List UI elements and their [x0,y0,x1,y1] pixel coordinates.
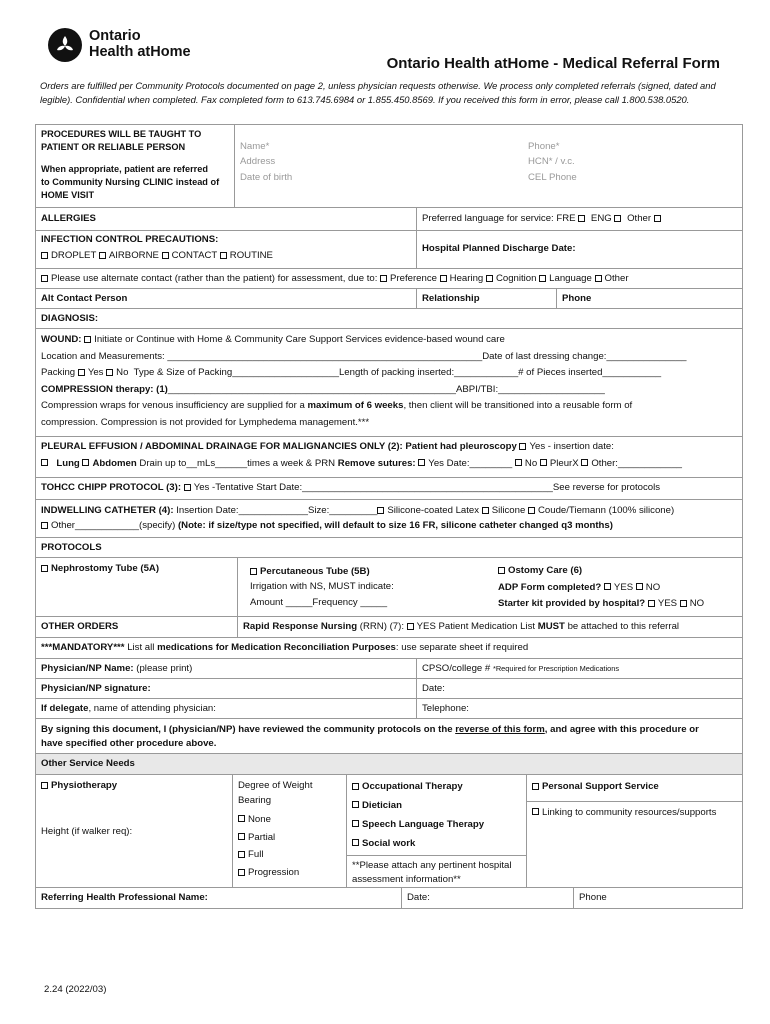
pleurx-checkbox[interactable] [540,459,547,466]
starter-no-label: NO [689,598,705,609]
mandatory-row [36,638,742,659]
rrn-yes-text: YES Patient Medication List [416,621,536,632]
address-field[interactable]: Address [240,156,276,168]
lang-other-label: Other [627,213,652,224]
mandatory-label: ***MANDATORY*** [41,642,125,653]
referring-date-label: Date: [402,888,574,908]
coude-label: Coude/Tiemann (100% silicone) [538,505,675,516]
cpso-label: CPSO/college # [422,663,491,674]
social-work-checkbox[interactable] [352,839,359,846]
droplet-label: DROPLET [51,250,97,262]
alt-contact-row [36,269,742,289]
delegate-rest: , name of attending physician: [88,703,216,714]
patient-row [36,125,742,208]
mandatory-post: : use separate sheet if required [395,642,529,653]
hearing-checkbox[interactable] [440,275,447,282]
logo-line1: Ontario [89,28,141,45]
packing-label: Packing [41,367,76,378]
statement-row [36,719,742,754]
alt-phone-label: Phone [562,293,592,304]
catheter-insertion: Insertion Date:_____________Size:_________ [176,505,378,516]
hearing-label: Hearing [449,273,484,284]
intro-text: Orders are fulfilled per Community Protocols documented on page 2, unless physician requests otherwise. We process only completed referrals (signed, dated and legible). Confidential when completed. Fax completed form to 613.745.6984 or 1.855.450.8569. If you received this form in error, please call 1.800.538.0520. [40,80,716,105]
pleural-other-checkbox[interactable] [581,459,588,466]
clinic-line2: to Community Nursing CLINIC instead of [41,177,220,188]
wraps-line2: compression. Compression is not provided for Lymphedema management.*** [41,416,370,428]
cognition-checkbox[interactable] [486,275,493,282]
silicone-coated-checkbox[interactable] [377,507,384,514]
lang-eng-label: ENG [590,213,612,224]
tohcc-row [36,478,742,500]
sutures-label: Remove sutures: [337,457,416,469]
full-label: Full [248,849,264,861]
other-reason-checkbox[interactable] [595,275,602,282]
form-version: 2.24 (2022/03) [44,984,107,995]
wound-care-checkbox[interactable] [84,336,91,343]
rrn-attached: be attached to this referral [567,621,680,632]
silicone-label: Silicone [491,505,526,516]
preference-checkbox[interactable] [380,275,387,282]
statement-post: , and agree with this procedure or [544,724,699,735]
sutures-no-label: No [524,457,538,469]
irrigation-text: Irrigation with NS, MUST indicate: [250,581,394,593]
ontario-logo [48,28,191,62]
coude-checkbox[interactable] [528,507,535,514]
physio-label: Physiotherapy [51,780,118,791]
delegate-row [36,699,742,719]
dob-field[interactable]: Date of birth [240,171,293,183]
mandatory-mid: List all [127,642,155,653]
wraps-text-pre: Compression wraps for venous insufficiency are supplied for a [41,400,305,411]
airborne-checkbox[interactable] [99,252,106,259]
wound-row [36,329,742,437]
routine-label: ROUTINE [229,250,273,262]
social-work-label: Social work [362,837,416,849]
adp-label: ADP Form completed? [498,581,602,593]
diagnosis-row [36,309,742,329]
contact-checkbox[interactable] [162,252,169,259]
attach-note: **Please attach any pertinent hospital assessment information** [347,855,526,886]
adp-no-label: NO [645,581,661,593]
language-cell [417,208,742,230]
statement-pre: By signing this document, I (physician/NP) have reviewed the community protocols on the [41,724,453,735]
weight-bearing-label: Degree of Weight Bearing [238,780,313,806]
procedures-line2: PATIENT OR RELIABLE PERSON [41,142,186,153]
droplet-checkbox[interactable] [41,252,48,259]
silicone-coated-label: Silicone-coated Latex [387,505,480,516]
physician-name-label: Physician/NP Name: [41,663,134,674]
language-reason-label: Language [549,273,592,284]
starter-yes-label: YES [657,598,678,609]
cognition-label: Cognition [495,273,537,284]
cpso-note: *Required for Prescription Medications [492,664,620,673]
psw-label: Personal Support Service [542,781,659,792]
silicone-checkbox[interactable] [482,507,489,514]
infection-label: INFECTION CONTROL PRECAUTIONS: [41,234,219,245]
signature-label: Physician/NP signature: [36,679,417,698]
none-label: None [248,813,271,825]
partial-label: Partial [248,831,276,843]
wound-initiate-text: Initiate or Continue with Home & Community Care Support Services evidence-based wound care [94,334,505,345]
preference-label: Preference [390,273,437,284]
adp-yes-checkbox[interactable] [604,583,611,590]
ostomy-label: Ostomy Care (6) [508,565,583,576]
lang-fre-label: FRE [556,213,576,224]
wraps-text-post: , then client will be transitioned into a reusable form of [403,400,633,411]
pleural-label: PLEURAL EFFUSION / ABDOMINAL DRAINAGE FOR MALIGNANCIES ONLY (2): Patient had pleuroscopy [41,441,517,452]
full-checkbox[interactable] [238,851,245,858]
protocols-header-row [36,538,742,558]
routine-checkbox[interactable] [220,252,227,259]
nephrostomy-label: Nephrostomy Tube (5A) [51,563,160,574]
none-checkbox[interactable] [238,815,245,822]
tohcc-text: Yes -Tentative Start Date:_______________________________________________See reverse for protocols [193,482,661,493]
rapid-response-label: Rapid Response Nursing [243,621,358,632]
alt-contact-checkbox[interactable] [41,275,48,282]
packing-no-label: No [116,367,129,378]
cel-phone-field[interactable]: CEL Phone [528,171,577,183]
sutures-yes-date: Yes Date:________ [428,457,513,469]
protocols-label: PROTOCOLS [41,542,102,553]
pleural-other-label: Other:____________ [591,457,682,469]
other-service-row [36,775,742,888]
compression-rest-text: ______________________________________________________ABPI/TBI:____________________ [167,383,605,395]
sutures-no-checkbox[interactable] [515,459,522,466]
pleuroscopy-yes-label: Yes - insertion date: [529,441,614,452]
percutaneous-label: Percutaneous Tube (5B) [260,566,370,577]
wraps-text-bold: maximum of 6 weeks [307,400,404,411]
alt-contact-text: Please use alternate contact (rather than the patient) for assessment, due to: [51,273,378,284]
nephrostomy-checkbox[interactable] [41,565,48,572]
linking-label: Linking to community resources/supports [542,806,717,818]
starter-label: Starter kit provided by hospital? [498,598,646,609]
language-label: Preferred language for service: [422,213,554,224]
ostomy-checkbox[interactable] [498,567,505,574]
packing-yes-checkbox[interactable] [78,369,85,376]
fre-checkbox[interactable] [578,215,585,222]
psw-checkbox[interactable] [532,783,539,790]
packing-no-checkbox[interactable] [106,369,113,376]
eng-checkbox[interactable] [614,215,621,222]
contact-label: CONTACT [171,250,218,262]
slt-checkbox[interactable] [352,820,359,827]
ot-label: Occupational Therapy [362,781,463,792]
adp-yes-label: YES [613,581,634,593]
dietician-checkbox[interactable] [352,801,359,808]
other-service-header-row [36,754,742,775]
drain-text: Drain up to__mLs______times a week & PRN [139,457,336,469]
compression-label: COMPRESSION therapy: (1) [41,383,168,395]
partial-checkbox[interactable] [238,833,245,840]
physician-name-hint: (please print) [136,663,193,674]
clinic-line3: HOME VISIT [41,190,95,201]
starter-yes-checkbox[interactable] [648,600,655,607]
referral-form [35,124,743,909]
adp-no-checkbox[interactable] [636,583,643,590]
form-title: Ontario Health atHome - Medical Referral Form [386,55,720,72]
physio-checkbox[interactable] [41,782,48,789]
referring-phone-label: Phone [579,892,607,903]
tohcc-yes-checkbox[interactable] [184,484,191,491]
other-lang-checkbox[interactable] [654,215,661,222]
rrn-label: (RRN) (7): [359,621,404,632]
hcn-field[interactable]: HCN* / v.c. [528,156,575,168]
diagnosis-label: DIAGNOSIS: [41,313,99,324]
other-orders-row [36,617,742,638]
clinic-line1: When appropriate, patient are referred [41,163,208,174]
pleurx-label: PleurX [549,457,579,469]
progression-checkbox[interactable] [238,869,245,876]
wound-label: WOUND: [41,334,82,345]
phone-field[interactable]: Phone* [528,141,560,152]
sutures-yes-checkbox[interactable] [418,459,425,466]
catheter-row [36,500,742,538]
location-line: Location and Measurements: ___________________________________________________________Date of last dressing change:_______________ [41,350,687,362]
height-label: Height (if walker req): [41,826,133,837]
dietician-label: Dietician [362,799,402,811]
other-orders-label: OTHER ORDERS [36,617,238,637]
pleural-row [36,437,742,478]
lung-checkbox[interactable] [41,459,48,466]
alt-person-row [36,289,742,309]
pleuroscopy-yes-checkbox[interactable] [519,443,526,450]
progression-label: Progression [248,867,300,879]
rrn-must: MUST [537,621,565,632]
slt-label: Speech Language Therapy [362,818,485,830]
abdomen-label: Abdomen [92,457,137,469]
referring-row [36,888,742,908]
relationship-label: Relationship [417,289,557,308]
infection-row [36,231,742,269]
lung-label: Lung [56,457,80,469]
amount-frequency-text: Amount _____Frequency _____ [250,596,388,608]
telephone-label: Telephone: [422,703,469,714]
language-checkbox[interactable] [539,275,546,282]
allergies-label: ALLERGIES [36,208,417,230]
referring-name-label: Referring Health Professional Name: [36,888,402,908]
catheter-other-label: Other____________(specify) [51,520,176,532]
starter-no-checkbox[interactable] [680,600,687,607]
signature-date-label: Date: [422,683,445,694]
name-field[interactable]: Name* [240,141,270,152]
trillium-icon [48,28,82,62]
catheter-other-checkbox[interactable] [41,522,48,529]
physician-name-row [36,659,742,679]
statement-line2: have specified other procedure above. [41,738,217,750]
catheter-label: INDWELLING CATHETER (4): [41,505,174,516]
other-reason-label: Other [604,273,629,284]
other-service-label: Other Service Needs [41,758,135,769]
procedures-line1: PROCEDURES WILL BE TAUGHT TO [41,129,202,139]
ot-checkbox[interactable] [352,783,359,790]
protocols-row [36,558,742,617]
physician-signature-row [36,679,742,699]
discharge-label: Hospital Planned Discharge Date: [422,243,576,254]
airborne-label: AIRBORNE [108,250,159,262]
reverse-of-form-link[interactable]: reverse of this form [455,724,545,735]
allergies-row [36,208,742,231]
logo-line2: Health atHome [89,44,191,60]
packing-rest-text: Type & Size of Packing____________________Length of packing inserted:____________# of Pieces inserted___________ [133,367,662,378]
abdomen-checkbox[interactable] [82,459,89,466]
percutaneous-checkbox[interactable] [250,568,257,575]
catheter-note: (Note: if size/type not specified, will default to size 16 FR, silicone catheter changed q3 months) [177,520,613,532]
alt-person-label: Alt Contact Person [36,289,417,308]
rrn-yes-checkbox[interactable] [407,623,414,630]
tohcc-label: TOHCC CHIPP PROTOCOL (3): [41,482,182,493]
packing-yes-label: Yes [87,367,104,378]
delegate-bold: If delegate [41,703,89,714]
linking-checkbox[interactable] [532,808,539,815]
mandatory-bold: medications for Medication Reconciliation Purposes [157,642,396,653]
